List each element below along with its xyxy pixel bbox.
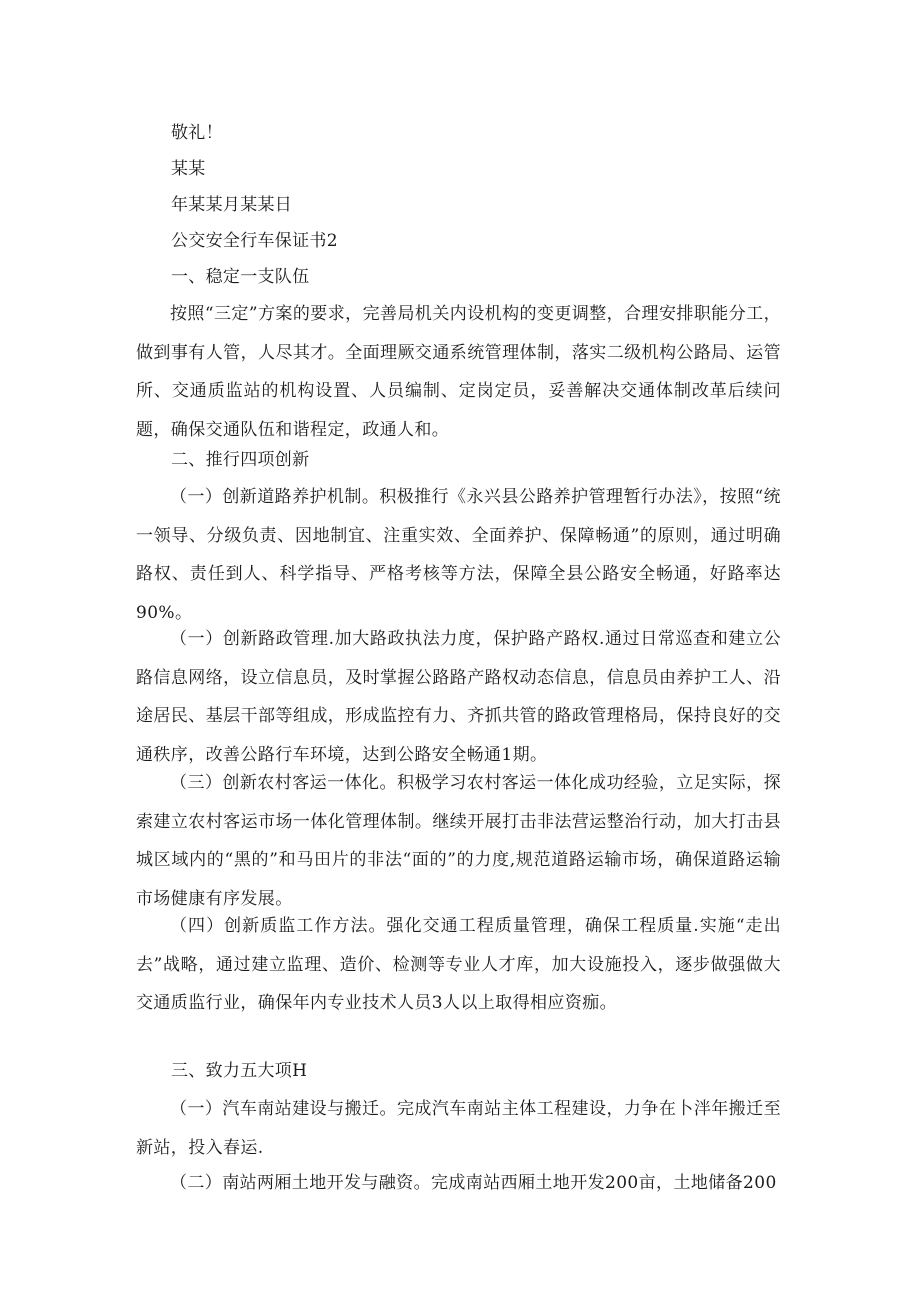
closing-signer: 某某 <box>171 159 206 179</box>
section2-item2: （一）创新路政管理.加大路政执法力度，保护路产路权.通过日常巡查和建立公路信息网络，设立信息员，及时掌握公路路产路权动态信息，信息员由养护工人、沿途居民、基层干部等组成，形成监控有力、齐抓共管的路政管理格局，保持良好的交通秩序，改善公路行车环境，达到公路安全畅通1期。 <box>136 629 781 765</box>
document-title: 公交安全行车保证书2 <box>171 231 338 251</box>
section1-body: 按照“三定”方案的要求，完善局机关内设机构的变更调整，合理安排职能分工，做到事有人管，人尽其才。全面理厥交通系统管理体制，落实二级机构公路局、运管所、交通质监站的机构设置、人员编制、定岗定员，妥善解决交通体制改革后续问题，确保交通队伍和谐程定，政通人和。 <box>136 304 781 440</box>
section2-item3: （三）创新农村客运一体化。积极学习农村客运一体化成功经验，立足实际，探索建立农村客运市场一体化管理体制。继续开展打击非法营运整治行动，加大打击县城区域内的“黑的”和马田片的非法“面的”的力度,规范道路运输市场，确保道路运输市场健康有序发展。 <box>136 773 782 909</box>
section2-heading: 二、推行四项创新 <box>171 450 310 470</box>
section3-item2: （二）南站两厢土地开发与融资。完成南站西厢土地开发200亩，土地储备200 <box>170 1173 777 1193</box>
closing-date: 年某某月某某日 <box>171 195 293 215</box>
section3-item1: （一）汽车南站建设与搬迁。完成汽车南站主体工程建设，力争在卜泮年搬迁至新站，投入春运. <box>136 1099 781 1158</box>
section2-item1: （一）创新道路养护机制。积极推行《永兴县公路养护管理暂行办法》，按照“统一领导、分级负责、因地制宜、注重实效、全面养护、保障畅通”的原则，通过明确路权、责任到人、科学指导、严格考核等方法，保障全县公路安全畅通，好路率达90%。 <box>136 487 781 623</box>
section3-heading: 三、致力五大项H <box>171 1061 308 1081</box>
closing-salute: 敬礼！ <box>171 123 223 143</box>
section2-item4: （四）创新质监工作方法。强化交通工程质量管理，确保工程质量.实施“走出去”战略，通过建立监理、造价、检测等专业人才库，加大设施投入，逐步做强做大交通质监行业，确保年内专业技术人员3人以上取得相应资痂。 <box>136 916 781 1013</box>
section1-heading: 一、稳定一支队伍 <box>171 267 310 287</box>
